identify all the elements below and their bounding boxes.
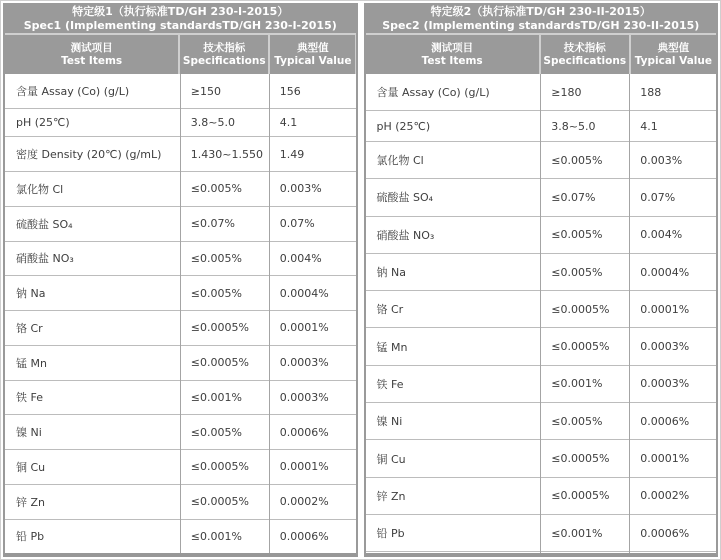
cell-typical: 188: [630, 74, 716, 110]
spec2-title-cn: 特定级2（执行标准TD/GH 230-II-2015）: [430, 5, 651, 18]
column-header-en: Test Items: [61, 54, 123, 67]
table-row: [5, 380, 356, 415]
cell-item: 氯化物 Cl: [5, 172, 180, 207]
cell-typical: 0.0001%: [269, 450, 355, 485]
cell-typical: 1.49: [269, 137, 355, 172]
cell-item: 硝酸盐 NO₃: [5, 241, 180, 276]
table-row: [366, 515, 717, 552]
table-row: [366, 328, 717, 365]
cell-typical: 0.0006%: [630, 403, 716, 440]
cell-item: 铬 Cr: [5, 311, 180, 346]
table-row: [5, 450, 356, 485]
cell-typical: 0.004%: [630, 216, 716, 253]
spec1-body-table: [5, 74, 356, 553]
table-row: [5, 137, 356, 172]
table-row: [366, 111, 717, 142]
cell-typical: 0.07%: [630, 179, 716, 216]
table-row: [366, 253, 717, 290]
cell-spec: ≤0.0005%: [180, 311, 269, 346]
table-row: [5, 311, 356, 346]
cell-typical: 4.1: [269, 108, 355, 137]
cell-spec: ≤0.001%: [541, 365, 630, 402]
table-row: [366, 365, 717, 402]
column-header-test-items: [366, 35, 539, 75]
cell-item: 硝酸盐 NO₃: [366, 216, 541, 253]
spec2-title-header: [366, 3, 717, 33]
cell-spec: ≥150: [180, 74, 269, 108]
cell-typical: 0.0001%: [630, 440, 716, 477]
cell-item: 锰 Mn: [366, 328, 541, 365]
spec1-title-en: Spec1 (Implementing standardsTD/GH 230-I-2015): [23, 19, 337, 32]
spec1-title-cn: 特定级1（执行标准TD/GH 230-I-2015）: [72, 5, 289, 18]
cell-spec: ≤0.005%: [541, 141, 630, 178]
spec2-body-table: [366, 74, 717, 553]
cell-spec: ≤0.0005%: [180, 450, 269, 485]
table-row: [366, 74, 717, 110]
cell-typical: 0.0004%: [630, 253, 716, 290]
column-header-cn: 技术指标: [203, 41, 246, 54]
cell-typical: 4.1: [630, 111, 716, 142]
column-header-en: Specifications: [182, 54, 266, 67]
cell-item: 锌 Zn: [5, 484, 180, 519]
table-row: [366, 179, 717, 216]
cell-item: 铁 Fe: [5, 380, 180, 415]
table-row: [5, 519, 356, 553]
table-row: [5, 108, 356, 137]
cell-item: 镍 Ni: [5, 415, 180, 450]
column-header-cn: 测试项目: [70, 41, 113, 54]
cell-item: 钠 Na: [366, 253, 541, 290]
table-row: [366, 477, 717, 514]
cell-typical: 0.0006%: [630, 515, 716, 552]
cell-item: 铬 Cr: [366, 291, 541, 328]
table-row: [5, 241, 356, 276]
column-header-en: Specifications: [543, 54, 627, 67]
cell-spec: ≤0.005%: [541, 403, 630, 440]
cell-item: 钠 Na: [5, 276, 180, 311]
cell-item: 锌 Zn: [366, 477, 541, 514]
cell-spec: ≤0.005%: [180, 415, 269, 450]
cell-spec: ≤0.005%: [180, 172, 269, 207]
cell-spec: ≤0.005%: [180, 276, 269, 311]
column-header-cn: 典型值: [297, 41, 329, 54]
table-row: [5, 484, 356, 519]
column-header-specifications: [541, 35, 629, 75]
cell-spec: 3.8~5.0: [541, 111, 630, 142]
column-header-cn: 典型值: [657, 41, 690, 54]
cell-spec: ≤0.0005%: [541, 291, 630, 328]
cell-spec: ≤0.001%: [180, 519, 269, 553]
cell-typical: 0.0003%: [269, 380, 355, 415]
cell-item: 铜 Cu: [5, 450, 180, 485]
cell-spec: ≤0.005%: [180, 241, 269, 276]
cell-item: 铜 Cu: [366, 440, 541, 477]
cell-spec: ≤0.0005%: [180, 345, 269, 380]
spec2-title-en: Spec2 (Implementing standardsTD/GH 230-II-2015): [382, 19, 700, 32]
table-row: [5, 172, 356, 207]
cell-item: 铁 Fe: [366, 365, 541, 402]
cell-typical: 0.003%: [630, 141, 716, 178]
cell-typical: [630, 552, 716, 553]
cell-typical: 0.0002%: [269, 484, 355, 519]
spec1-table: [3, 3, 358, 557]
spec2-table: [364, 3, 719, 557]
column-header-cn: 技术指标: [563, 41, 606, 54]
cell-spec: ≤0.0005%: [180, 484, 269, 519]
cell-typical: 0.0003%: [630, 365, 716, 402]
cell-item: pH (25℃): [366, 111, 541, 142]
cell-item: 镍 Ni: [366, 403, 541, 440]
cell-item: 铅 Pb: [5, 519, 180, 553]
table-row: [5, 415, 356, 450]
cell-item: 锰 Mn: [5, 345, 180, 380]
spec2-column-header-row: [366, 35, 717, 75]
cell-typical: 0.07%: [269, 206, 355, 241]
table-row: [366, 552, 717, 553]
table-row: [366, 216, 717, 253]
cell-item: 铅 Pb: [366, 515, 541, 552]
column-header-test-items: [5, 35, 178, 75]
cell-item: pH (25℃): [5, 108, 180, 137]
column-header-en: Typical Value: [274, 54, 352, 67]
cell-typical: 0.0003%: [630, 328, 716, 365]
table-row: [366, 440, 717, 477]
column-header-specifications: [180, 35, 268, 75]
cell-spec: ≤0.0005%: [541, 440, 630, 477]
cell-item: 密度 Density (20℃) (g/mL): [5, 137, 180, 172]
table-row: [366, 291, 717, 328]
column-header-en: Typical Value: [634, 54, 712, 67]
cell-item: 氯化物 Cl: [366, 141, 541, 178]
cell-spec: ≤0.0005%: [541, 477, 630, 514]
table-row: [366, 403, 717, 440]
column-header-en: Test Items: [421, 54, 483, 67]
cell-spec: ≤0.005%: [541, 216, 630, 253]
cell-item: 含量 Assay (Co) (g/L): [16, 85, 130, 99]
cell-spec: ≤0.0005%: [541, 328, 630, 365]
cell-item: 含量 Assay (Co) (g/L): [376, 86, 490, 100]
table-row: [5, 206, 356, 241]
cell-spec: ≤0.07%: [180, 206, 269, 241]
cell-typical: 0.0006%: [269, 415, 355, 450]
cell-typical: 156: [269, 74, 355, 108]
cell-spec: ≤0.07%: [541, 179, 630, 216]
cell-typical: 0.0006%: [269, 519, 355, 553]
cell-spec: ≤0.005%: [541, 253, 630, 290]
cell-item: 硫酸盐 SO₄: [5, 206, 180, 241]
cell-typical: 0.0001%: [630, 291, 716, 328]
column-header-typical-value: [631, 35, 716, 75]
column-header-typical-value: [270, 35, 355, 75]
table-row: [5, 345, 356, 380]
cell-spec: 1.430~1.550: [180, 137, 269, 172]
table-row: [366, 141, 717, 178]
cell-item: 硫酸盐 SO₄: [366, 179, 541, 216]
table-row: [5, 74, 356, 108]
cell-typical: 0.0003%: [269, 345, 355, 380]
cell-item: [366, 552, 541, 553]
spec1-column-header-row: [5, 35, 356, 75]
spec1-title-header: [5, 3, 356, 33]
cell-spec: ≥180: [541, 74, 630, 110]
cell-typical: 0.0004%: [269, 276, 355, 311]
cell-typical: 0.004%: [269, 241, 355, 276]
cell-spec: [541, 552, 630, 553]
cell-spec: 3.8~5.0: [180, 108, 269, 137]
cell-spec: ≤0.001%: [180, 380, 269, 415]
cell-typical: 0.0001%: [269, 311, 355, 346]
cell-typical: 0.003%: [269, 172, 355, 207]
column-header-cn: 测试项目: [431, 41, 474, 54]
table-row: [5, 276, 356, 311]
cell-typical: 0.0002%: [630, 477, 716, 514]
cell-spec: ≤0.001%: [541, 515, 630, 552]
